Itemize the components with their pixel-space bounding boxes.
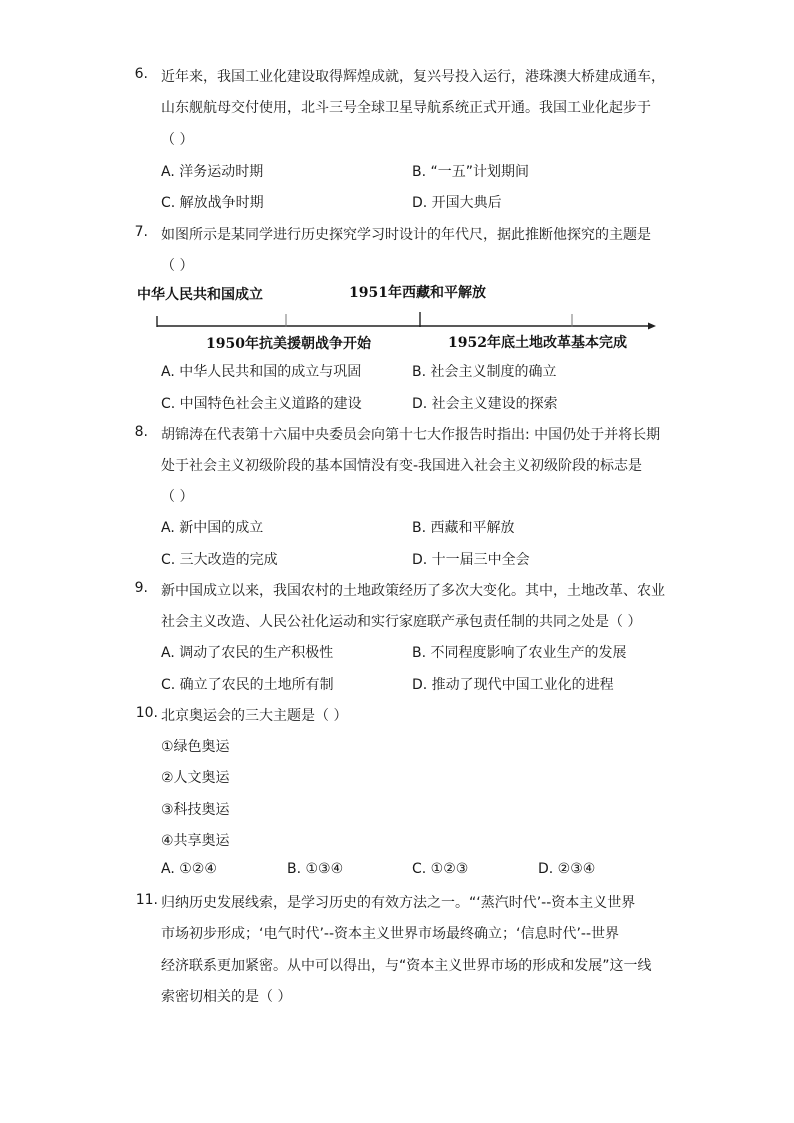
timeline-label: 1950年抗美援朝战争开始 <box>206 336 371 352</box>
option-b: B. 社会主义制度的确立 <box>412 364 557 380</box>
option-d: D. 十一届三中全会 <box>412 552 530 568</box>
timeline-arrow-icon <box>648 323 656 330</box>
question-text-line: 如图所示是某同学进行历史探究学习时设计的年代尺，据此推断他探究的主题是 <box>161 227 651 243</box>
answer-blank: （ ） <box>161 132 194 148</box>
option-a: A. 洋务运动时期 <box>161 164 264 180</box>
option-b: B. 不同程度影响了农业生产的发展 <box>412 645 627 661</box>
option-a: A. 调动了农民的生产积极性 <box>161 645 334 661</box>
question-text-line: 归纳历史发展线索，是学习历史的有效方法之一。“‘蒸汽时代’--资本主义世界 <box>161 895 636 911</box>
option-c: C. 三大改造的完成 <box>161 552 278 568</box>
option-c: C. 解放战争时期 <box>161 195 264 211</box>
option-d: D. 开国大典后 <box>412 195 502 211</box>
timeline-label: 中华人民共和国成立 <box>137 287 263 303</box>
question-text-line: 索密切相关的是（ ） <box>161 989 292 1005</box>
option-d: D. ②③④ <box>538 861 596 877</box>
timeline-label: 1951年西藏和平解放 <box>349 285 486 301</box>
option-b: B. “一五”计划期间 <box>412 164 530 180</box>
option-c: C. 确立了农民的土地所有制 <box>161 677 334 693</box>
question-text-line: 市场初步形成；‘电气时代’--资本主义世界市场最终确立；‘信息时代’--世界 <box>161 926 620 942</box>
question-text-line: 近年来，我国工业化建设取得辉煌成就，复兴号投入运行，港珠澳大桥建成通车， <box>161 69 665 85</box>
statement-item: ①绿色奥运 <box>161 739 230 755</box>
answer-blank: （ ） <box>161 258 194 274</box>
question-text-line: 处于社会主义初级阶段的基本国情没有变-我国进入社会主义初级阶段的标志是 <box>161 458 643 474</box>
question-number: 10. <box>135 705 158 721</box>
option-b: B. 西藏和平解放 <box>412 520 515 536</box>
question-text-line: 胡锦涛在代表第十六届中央委员会向第十七大作报告时指出: 中国仍处于并将长期 <box>161 427 661 443</box>
option-b: B. ①③④ <box>287 861 344 877</box>
timeline-label: 1952年底土地改革基本完成 <box>448 335 627 351</box>
question-text-line: 新中国成立以来，我国农村的土地政策经历了多次大变化。其中，土地改革、农业 <box>161 583 665 599</box>
question-number: 6. <box>134 66 148 82</box>
option-a: A. 新中国的成立 <box>161 520 264 536</box>
statement-item: ④共享奥运 <box>161 833 230 849</box>
option-a: A. ①②④ <box>161 861 217 877</box>
question-number: 7. <box>134 224 148 240</box>
question-number: 8. <box>134 424 148 440</box>
option-c: C. 中国特色社会主义道路的建设 <box>161 396 362 412</box>
option-d: D. 社会主义建设的探索 <box>412 396 558 412</box>
question-text-line: 北京奥运会的三大主题是（ ） <box>161 708 348 724</box>
statement-item: ③科技奥运 <box>161 802 230 818</box>
question-text-line: 山东舰航母交付使用，北斗三号全球卫星导航系统正式开通。我国工业化起步于 <box>161 100 651 116</box>
question-text-line: 社会主义改造、人民公社化运动和实行家庭联产承包责任制的共同之处是（ ） <box>161 614 642 630</box>
statement-item: ②人文奥运 <box>161 770 230 786</box>
answer-blank: （ ） <box>161 489 194 505</box>
option-a: A. 中华人民共和国的成立与巩固 <box>161 364 362 380</box>
option-c: C. ①②③ <box>412 861 469 877</box>
question-number: 11. <box>135 892 158 908</box>
question-number: 9. <box>134 580 148 596</box>
question-text-line: 经济联系更加紧密。从中可以得出，与“资本主义世界市场的形成和发展”这一线 <box>161 958 652 974</box>
option-d: D. 推动了现代中国工业化的进程 <box>412 677 614 693</box>
